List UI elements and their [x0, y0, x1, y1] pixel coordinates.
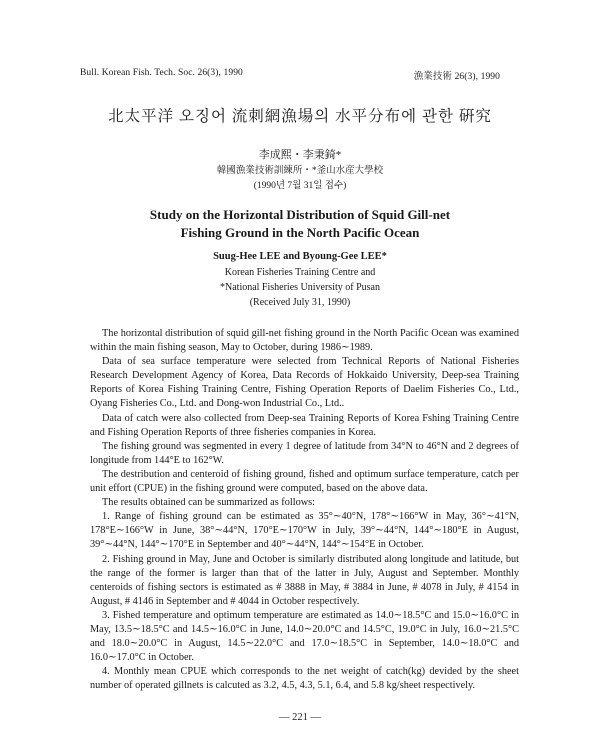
paper-title-korean: 北太平洋 오징어 流刺網漁場의 水平分布에 관한 硏究 — [108, 108, 492, 125]
abstract-paragraph: The destribution and centeroid of fishing ground, fished and optimum surface temperature, catch per unit effort (CPUE) in the fishing ground were computed, based on the above data. — [90, 468, 519, 495]
journal-header-english: Bull. Korean Fish. Tech. Soc. 26(3), 1990 — [80, 68, 243, 78]
abstract-paragraph: Data of sea surface temperature were selected from Technical Reports of National Fisheries Research Development Agency of Korea, Data Records of Hokkaido University, Deep-sea Training Reports of Korea Fishing Training Centre, Fishing Operation Reports of Daelim Fisheries Co., Ltd., Oyang Fisheries Co., Ltd. and Dong-won Industrial Co., Ltd.. — [90, 356, 519, 410]
result-item-4: 4. Monthly mean CPUE which corresponds to the net weight of catch(kg) devided by the sheet number of operated gillnets is calcuted as 3.2, 4.5, 4.3, 5.1, 6.4, and 5.8 kg/sheet respectively. — [90, 666, 519, 692]
abstract — [90, 327, 519, 693]
paper-title-english — [0, 206, 600, 242]
received-date-korean: (1990년 7월 31일 접수) — [253, 181, 347, 191]
result-item-1: 1. Range of fishing ground can be estimated as 35°∼40°N, 178°∼166°W in May, 36°∼41°N, 178°E∼166°W in June, 38°∼44°N, 170°E∼170°W in July, 39°∼44°N, 144°∼180°E in August, 39°∼44°N, 144°∼170°E in September and 40°∼44°N, 144°∼154°E in October. — [90, 511, 519, 551]
page-number: — 221 — — [279, 712, 321, 723]
abstract-paragraph: The results obtained can be summarized as follows: — [102, 497, 316, 509]
affiliation-line: *National Fisheries University of Pusan — [220, 282, 380, 293]
journal-header-korean: 漁業技術 26(3), 1990 — [413, 72, 500, 82]
affiliation-line: Korean Fisheries Training Centre and — [224, 267, 376, 278]
affiliation-english — [0, 265, 600, 310]
result-item-3: 3. Fished temperature and optimum temperature are estimated as 14.0∼18.5°C and 15.0∼16.0°C in May, 13.5∼18.5°C and 14.5∼16.0°C in June, 14.0∼20.0°C and 14.5°C, 19.0°C in July, 16.0∼21.5°C and 18.0∼20.0°C in August, 14.5∼22.0°C and 17.0∼18.5°C in September, 14.0∼18.0°C and 16.0∼17.0°C in October. — [90, 609, 519, 664]
result-item-2: 2. Fishing ground in May, June and October is similarly distributed along longitude and latitude, but the range of the former is larger than that of the latter in July, August and September. Monthly centeroids of fishing sectors is estimated as # 3888 in May, # 3884 in June, # 4078 in July, # 4154 in August, # 4146 in September and # 4044 in October respectively. — [90, 553, 519, 607]
received-date: (Received July 31, 1990) — [249, 297, 351, 308]
title-line: Study on the Horizontal Distribution of Squid Gill-net — [149, 207, 451, 222]
authors-korean: 李成熙・李秉錡* — [258, 149, 342, 161]
authors-english: Suug-Hee LEE and Byoung-Gee LEE* — [213, 251, 387, 262]
abstract-paragraph: The horizontal distribution of squid gill-net fishing ground in the North Pacific Ocean was examined within the main fishing season, May to October, during 1986∼1989. — [90, 328, 519, 354]
abstract-paragraph: The fishing ground was segmented in every 1 degree of latitude from 34°N to 46°N and 2 degrees of longitude from 144°E to 162°W. — [90, 440, 519, 466]
affiliation-korean: 韓國漁業技術訓練所・*釜山水産大學校 — [216, 166, 384, 176]
abstract-paragraph: Data of catch were also collected from Deep-sea Training Reports of Korea Fshing Training Centre and Fishing Operation Reports of three fisheries companies in Korea. — [90, 412, 519, 438]
title-line: Fishing Ground in the North Pacific Ocean — [180, 225, 420, 240]
